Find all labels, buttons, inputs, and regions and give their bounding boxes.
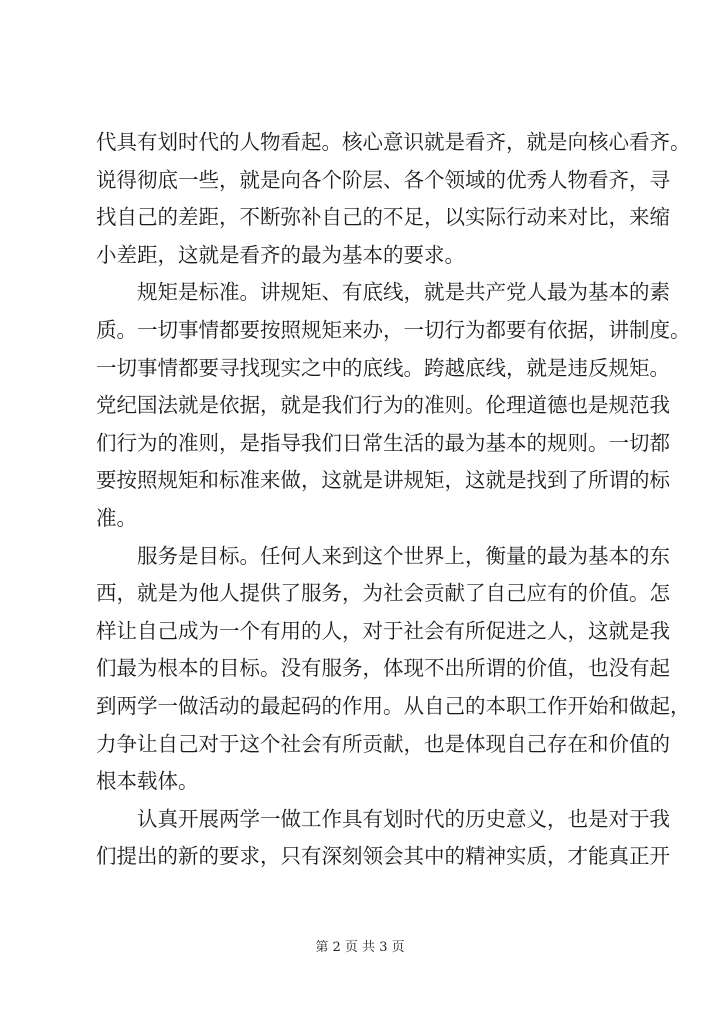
text-line: 找自己的差距，不断弥补自己的不足，以实际行动来对比，来缩 bbox=[96, 205, 670, 230]
text-line: 质。一切事情都要按照规矩来办，一切行为都要有依据，讲制度。 bbox=[96, 317, 691, 342]
text-line: 认真开展两学一做工作具有划时代的历史意义，也是对于我 bbox=[96, 806, 670, 831]
text-line: 说得彻底一些，就是向各个阶层、各个领域的优秀人物看齐，寻 bbox=[96, 167, 670, 192]
text-line: 一切事情都要寻找现实之中的底线。跨越底线，就是违反规矩。 bbox=[96, 355, 670, 380]
text-line: 准。 bbox=[96, 505, 137, 530]
text-line: 根本载体。 bbox=[96, 769, 199, 794]
text-line: 们行为的准则，是指导我们日常生活的最为基本的规则。一切都 bbox=[96, 430, 670, 455]
text-line: 力争让自己对于这个社会有所贡献，也是体现自己存在和价值的 bbox=[96, 731, 670, 756]
text-line: 到两学一做活动的最起码的作用。从自己的本职工作开始和做起， bbox=[96, 693, 691, 718]
page-number-footer: 第 2 页 共 3 页 bbox=[315, 940, 405, 955]
text-line: 样让自己成为一个有用的人，对于社会有所促进之人，这就是我 bbox=[96, 618, 670, 643]
text-line: 们提出的新的要求，只有深刻领会其中的精神实质，才能真正开 bbox=[96, 844, 670, 869]
text-line: 小差距，这就是看齐的最为基本的要求。 bbox=[96, 242, 465, 267]
text-line: 服务是目标。任何人来到这个世界上，衡量的最为基本的东 bbox=[96, 543, 670, 568]
text-line: 规矩是标准。讲规矩、有底线，就是共产党人最为基本的素 bbox=[96, 280, 670, 305]
text-line: 要按照规矩和标准来做，这就是讲规矩，这就是找到了所谓的标 bbox=[96, 468, 670, 493]
text-line: 党纪国法就是依据，就是我们行为的准则。伦理道德也是规范我 bbox=[96, 393, 670, 418]
text-line: 西，就是为他人提供了服务，为社会贡献了自己应有的价值。怎 bbox=[96, 581, 670, 606]
body-text bbox=[96, 124, 691, 876]
text-line: 们最为根本的目标。没有服务，体现不出所谓的价值，也没有起 bbox=[96, 656, 670, 681]
text-line: 代具有划时代的人物看起。核心意识就是看齐，就是向核心看齐。 bbox=[96, 130, 691, 154]
